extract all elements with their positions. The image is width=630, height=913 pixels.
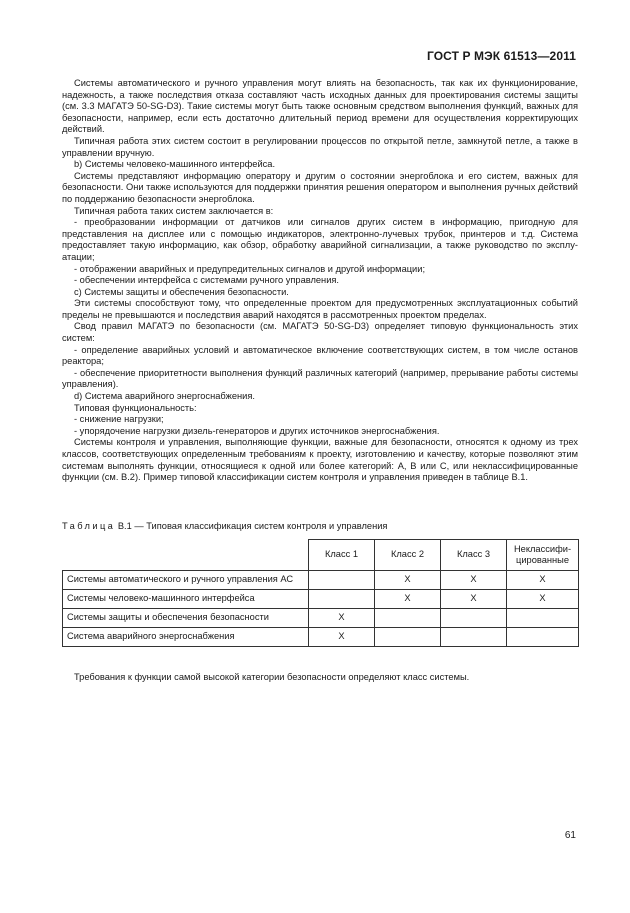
header-class-1: Класс 1 [309, 540, 375, 571]
unclassified-cell [507, 628, 579, 647]
table-row [63, 628, 579, 647]
unclassified-cell: Х [507, 571, 579, 590]
paragraph: - преобразовании информации от датчиков или сигналов других систем в информацию, пригодную для представления на дисплее или с помощью индикаторов, электронно-лучевых трубок, принтеров и т.д. Система предоставляет такую информацию, как обзор, обработку аварийной сигнализации, а также руководство по эксплуатации; [62, 217, 578, 262]
classification-table [62, 539, 579, 647]
table-caption-title: В.1 — Типовая классификация систем контроля и управления [117, 521, 388, 531]
paragraph: Системы автоматического и ручного управления могут влиять на безопасность, так как их функционирование, надежность, а также последствия отказа составляют часть исходных данных для проектирования системы защиты (см. 3.3 МАГАТЭ 50-SG-D3). Такие системы могут быть также основным средством выполнения функций, важных для безопасности, например, если есть достаточно длительный период времени для осуществления корректирующих действий. [62, 78, 578, 135]
page-number: 61 [564, 830, 576, 841]
header-blank-cell [63, 540, 309, 571]
class-2-cell: Х [375, 571, 441, 590]
header-class-3: Класс 3 [441, 540, 507, 571]
paragraph: - отображении аварийных и предупредительных сигналов и другой информации; [74, 263, 426, 274]
class-3-cell: Х [441, 571, 507, 590]
row-label: Системы автоматического и ручного управления АС [63, 571, 309, 590]
closing-paragraph: Требования к функции самой высокой категории безопасности определяют класс системы. [74, 672, 470, 683]
class-3-cell [441, 628, 507, 647]
paragraph: Эти системы способствуют тому, что определенные проектом для предусмотренных эксплуатационных событий пределы не превышаются и последствия аварий находятся в рассмотренных проектом пределах. [62, 298, 578, 320]
paragraph: d) Система аварийного энергоснабжения. [74, 391, 255, 402]
row-label: Системы защиты и обеспечения безопасности [63, 609, 309, 628]
table-caption [62, 521, 578, 533]
class-1-cell [309, 590, 375, 609]
class-3-cell: Х [441, 590, 507, 609]
paragraph: Системы представляют информацию оператору и другим о состоянии энергоблока и его систем, важных для безопасности. Они также используются для поддержки принятия решения оператором и выполнения ручных действий по поддержанию безопасности энергоблока. [62, 170, 578, 204]
paragraph: c) Системы защиты и обеспечения безопасности. [74, 286, 289, 297]
header-class-2: Класс 2 [375, 540, 441, 571]
unclassified-cell: Х [507, 590, 579, 609]
class-1-cell: Х [309, 609, 375, 628]
paragraph: Свод правил МАГАТЭ по безопасности (см. МАГАТЭ 50-SG-D3) определяет типовую функциональность этих систем: [62, 321, 578, 344]
class-2-cell: Х [375, 590, 441, 609]
row-label: Система аварийного энергоснабжения [63, 628, 309, 647]
paragraph: Типичная работа таких систем заключается в: [74, 205, 274, 216]
unclassified-cell [507, 609, 579, 628]
table-row [63, 609, 579, 628]
row-label: Системы человеко-машинного интерфейса [63, 590, 309, 609]
paragraph: b) Системы человеко-машинного интерфейса. [74, 159, 276, 170]
header-unclassified: Неклассифицированные [507, 540, 579, 571]
paragraph: - снижение нагрузки; [74, 414, 164, 425]
body-text [62, 78, 578, 484]
table-header-row [63, 540, 579, 571]
paragraph: Типовая функциональность: [74, 402, 197, 413]
standard-header: ГОСТ Р МЭК 61513—2011 [426, 49, 576, 63]
class-2-cell [375, 609, 441, 628]
paragraph: - обеспечение приоритетности выполнения функций различных категорий (например, прерывание работы системы управления). [62, 367, 578, 390]
paragraph: - упорядочение нагрузки дизель-генераторов и других источников энергоснабжения. [74, 425, 440, 436]
paragraph: - определение аварийных условий и автоматическое включение соответствующих систем, в том числе останов реактора; [62, 344, 578, 367]
class-1-cell [309, 571, 375, 590]
class-2-cell [375, 628, 441, 647]
paragraph: Типичная работа этих систем состоит в регулировании процессов по открытой петле, замкнутой петле, а также в управлении вручную. [62, 135, 578, 158]
class-3-cell [441, 609, 507, 628]
table-row [63, 590, 579, 609]
class-1-cell: Х [309, 628, 375, 647]
table-caption-prefix: Таблица [62, 521, 116, 531]
table-row [63, 571, 579, 590]
paragraph: - обеспечении интерфейса с системами ручного управления. [74, 275, 340, 286]
paragraph: Системы контроля и управления, выполняющие функции, важные для безопасности, относятся к одному из трех классов, соответствующих определенным требованиям к проекту, изготовлению и качеству, которые позволяют этим системам выполнять функции, относящиеся к одной или более категорий: А, В или С, или неклассифицированные функции (см. В.2). Пример типовой классификации систем контроля и управления приведен в таблице В.1. [62, 437, 578, 483]
